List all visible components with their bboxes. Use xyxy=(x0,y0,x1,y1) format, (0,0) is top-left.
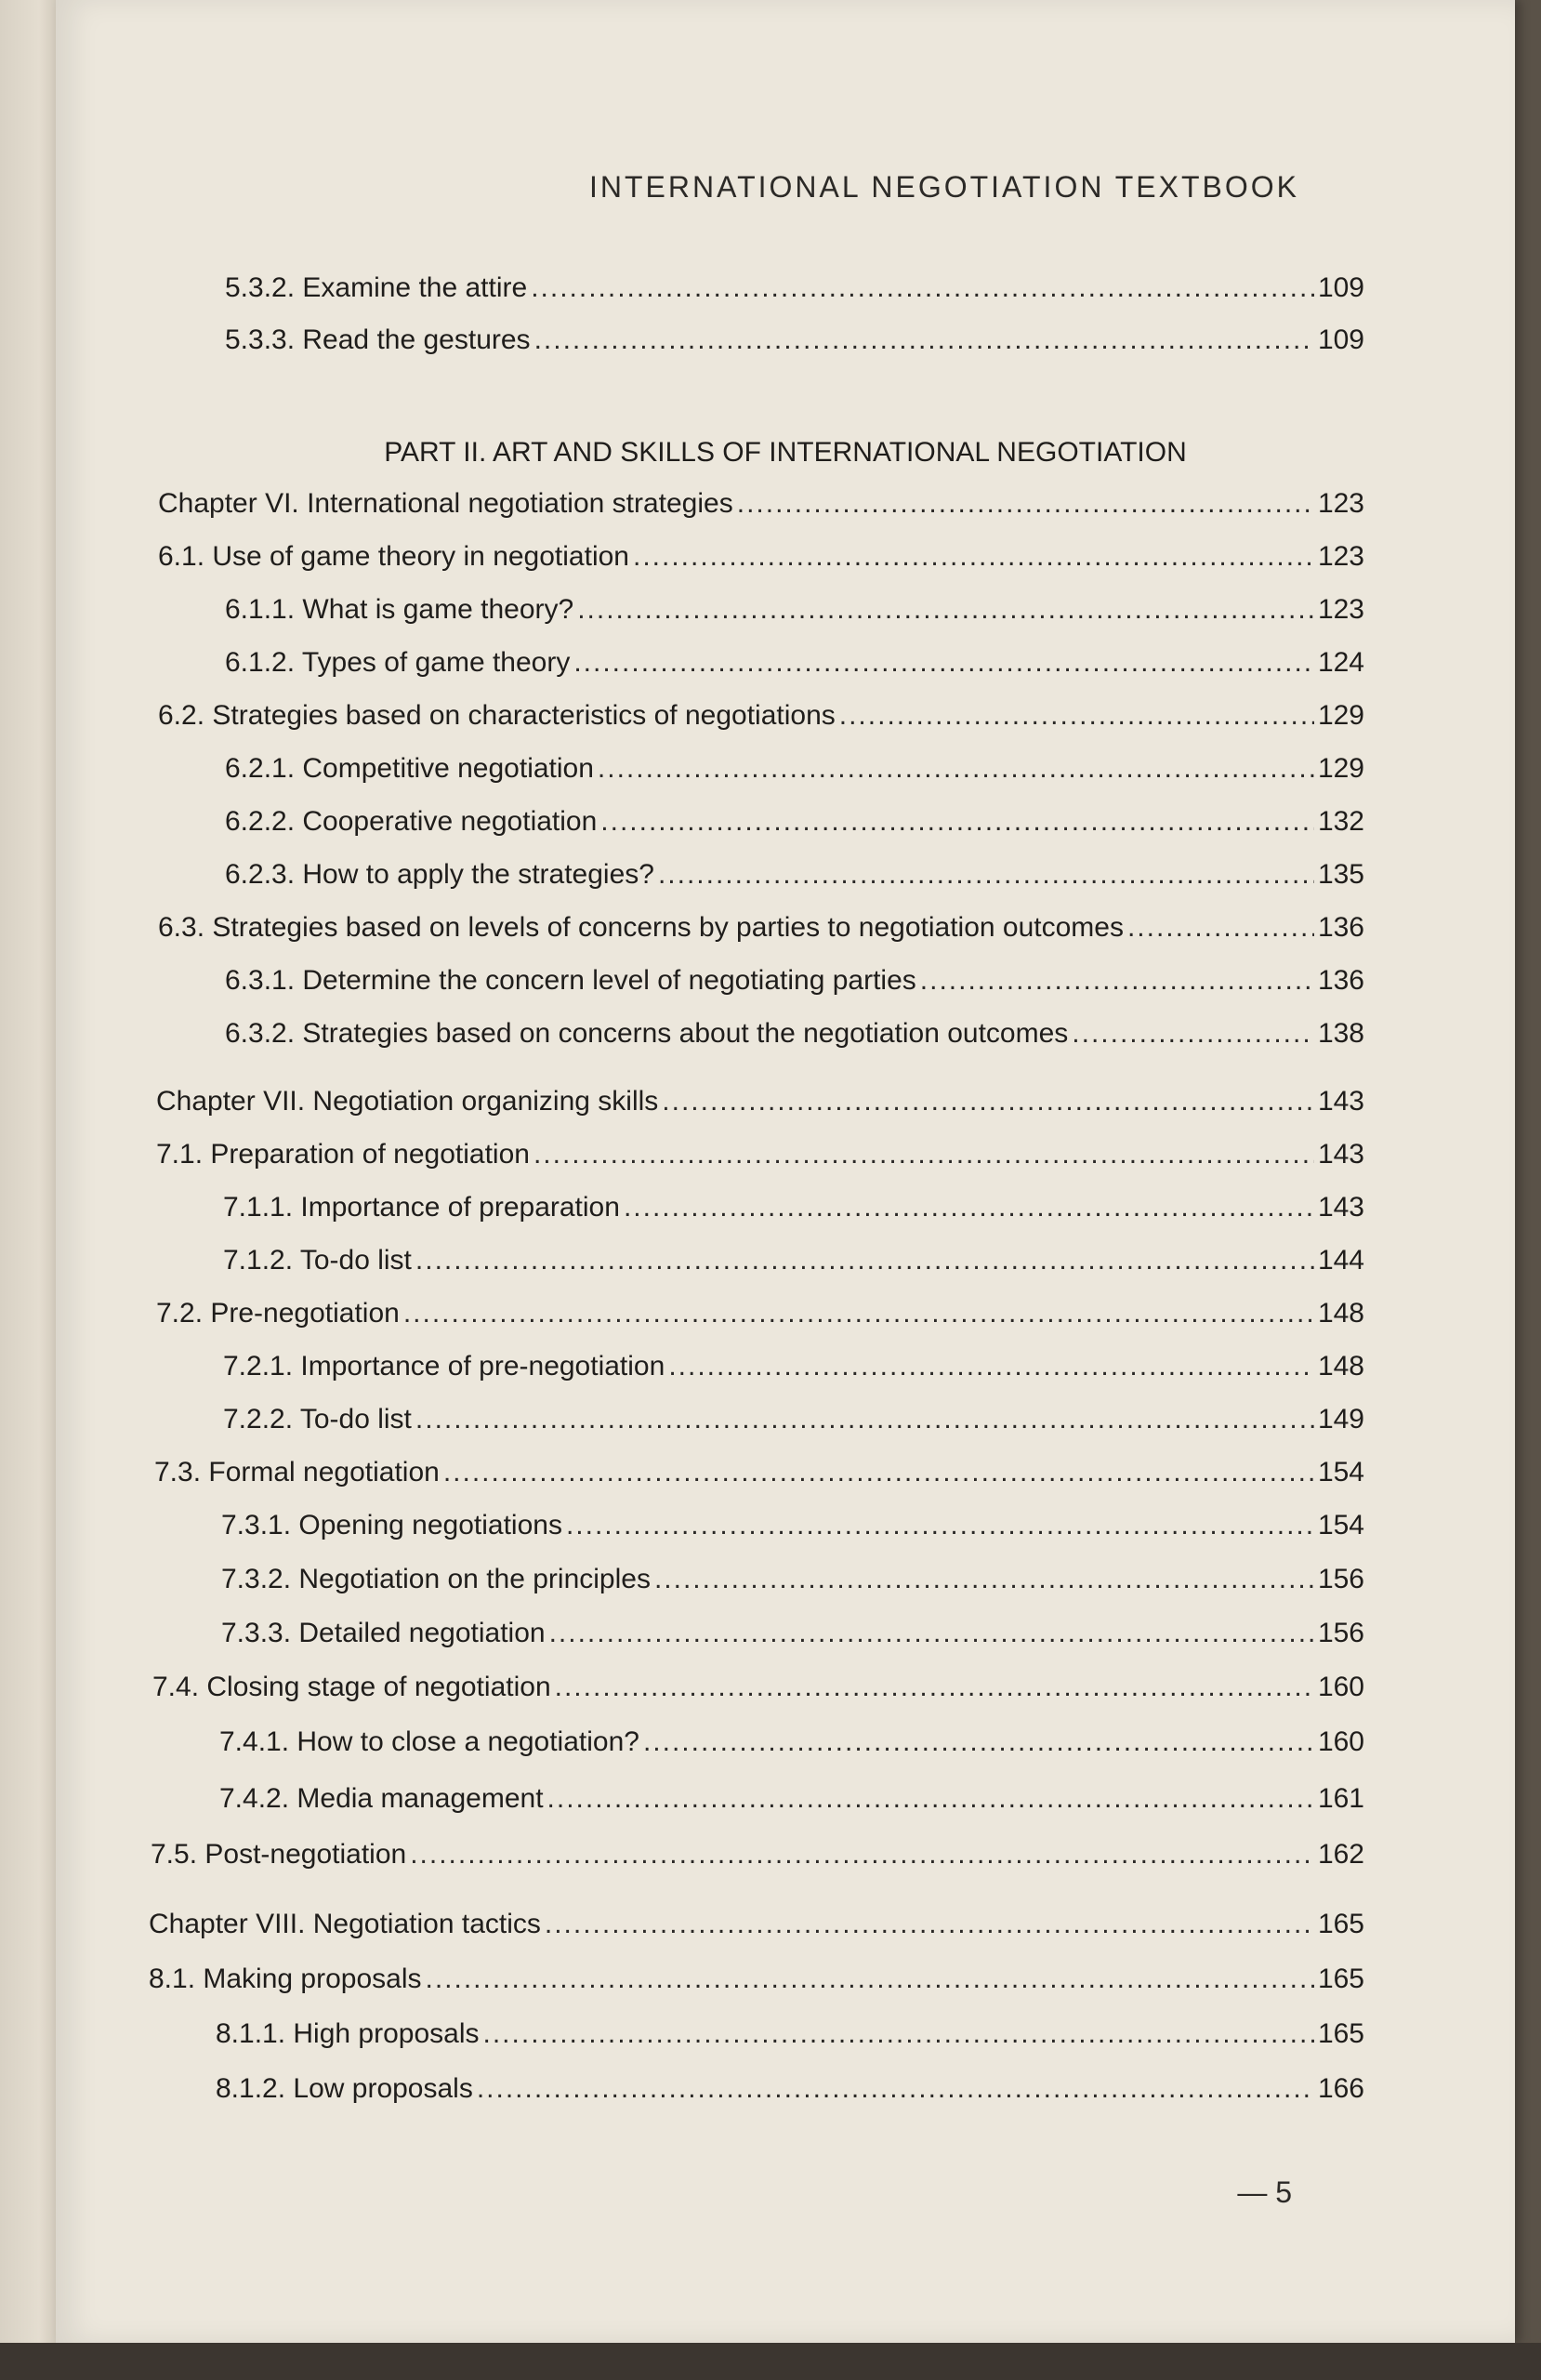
toc-entry: 7.4.1. How to close a negotiation? ..... 160 xyxy=(219,1724,1364,1761)
toc-entry: 8.1.2. Low proposals ..... 166 xyxy=(216,2070,1364,2108)
toc-entry: 6.2. Strategies based on characteristics of negotiations ..... 129 xyxy=(158,697,1364,734)
part-title: PART II. ART AND SKILLS OF INTERNATIONAL NEGOTIATION xyxy=(384,437,1187,468)
running-header: INTERNATIONAL NEGOTIATION TEXTBOOK xyxy=(589,170,1299,204)
toc-entry: 7.1.2. To-do list ..... 144 xyxy=(223,1242,1364,1279)
toc-entry: 7.1.1. Importance of preparation ..... 143 xyxy=(223,1189,1364,1226)
toc-entry: 7.5. Post-negotiation ..... 162 xyxy=(151,1836,1364,1873)
toc-entry: 8.1.1. High proposals ..... 165 xyxy=(216,2016,1364,2053)
toc-entry: 7.3.2. Negotiation on the principles ..... 156 xyxy=(221,1561,1364,1598)
toc-entry: 7.2.2. To-do list ..... 149 xyxy=(223,1401,1364,1438)
table-of-contents xyxy=(56,270,1515,2129)
toc-entry: 6.1.1. What is game theory? ..... 123 xyxy=(225,591,1364,628)
toc-entry: 6.3. Strategies based on levels of concerns by parties to negotiation outcomes ..... 136 xyxy=(158,909,1364,946)
toc-entry: 7.4.2. Media management ..... 161 xyxy=(219,1780,1364,1818)
toc-entry: Chapter VII. Negotiation organizing skills ..... 143 xyxy=(156,1083,1364,1120)
toc-entry: 6.2.3. How to apply the strategies? ..... 135 xyxy=(225,856,1364,893)
toc-entry: 7.3.3. Detailed negotiation ..... 156 xyxy=(221,1615,1364,1652)
toc-entry: 7.2.1. Importance of pre-negotiation ..... 148 xyxy=(223,1348,1364,1385)
toc-entry: 7.3. Formal negotiation ..... 154 xyxy=(154,1454,1364,1491)
toc-entry: 6.3.1. Determine the concern level of negotiating parties ..... 136 xyxy=(225,962,1364,999)
book-page xyxy=(56,0,1515,2343)
table-surface xyxy=(0,2343,1541,2380)
toc-entry: 6.2.1. Competitive negotiation ..... 129 xyxy=(225,750,1364,787)
toc-entry: 5.3.2. Examine the attire ..... 109 xyxy=(225,270,1364,307)
toc-entry: 7.1. Preparation of negotiation ..... 143 xyxy=(156,1136,1364,1173)
toc-entry: 6.3.2. Strategies based on concerns about the negotiation outcomes ..... 138 xyxy=(225,1015,1364,1052)
toc-entry: 8.1. Making proposals ..... 165 xyxy=(149,1961,1364,1998)
page-number: — 5 xyxy=(1237,2175,1292,2209)
toc-entry: 7.3.1. Opening negotiations ..... 154 xyxy=(221,1507,1364,1544)
toc-entry: 7.4. Closing stage of negotiation ..... 160 xyxy=(152,1669,1364,1706)
toc-entry: Chapter VI. International negotiation strategies ..... 123 xyxy=(158,485,1364,522)
toc-entry: 7.2. Pre-negotiation ..... 148 xyxy=(156,1295,1364,1332)
toc-entry: 6.2.2. Cooperative negotiation ..... 132 xyxy=(225,803,1364,840)
toc-entry: 5.3.3. Read the gestures ..... 109 xyxy=(225,322,1364,359)
toc-entry: 6.1. Use of game theory in negotiation ..... 123 xyxy=(158,538,1364,575)
toc-entry: 6.1.2. Types of game theory ..... 124 xyxy=(225,644,1364,681)
toc-entry: Chapter VIII. Negotiation tactics ..... 165 xyxy=(149,1906,1364,1943)
